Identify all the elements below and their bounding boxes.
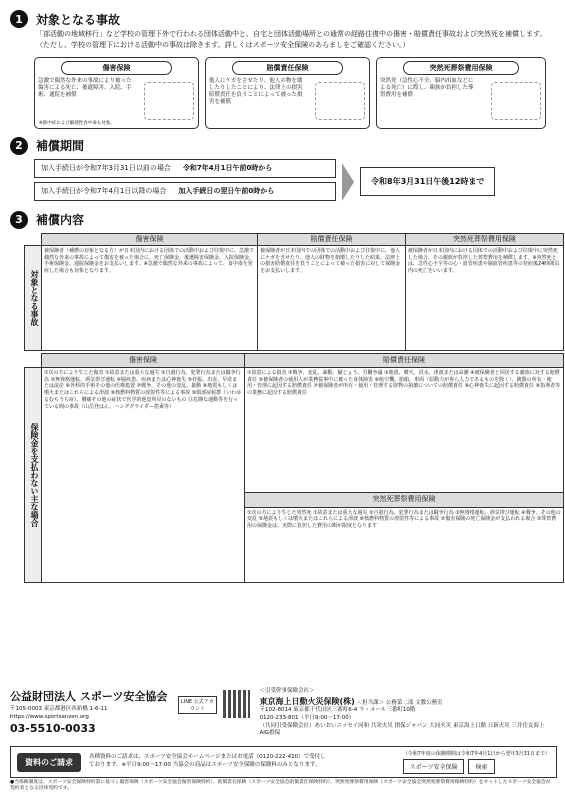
col-liability: 賠償責任保険 — [245, 353, 564, 367]
insurer-heading: ＜引受幹事保険会社＞ — [259, 688, 315, 694]
section-title: 補償期間 — [36, 139, 85, 154]
sudden-death-illustration — [491, 82, 541, 120]
section-title: 補償内容 — [36, 213, 85, 228]
period-row-2 — [34, 182, 336, 201]
col-sudden-death: 突然死葬祭費用保険 — [405, 233, 563, 245]
col-liability: 賠償責任保険 — [258, 233, 406, 245]
period-note: （令和7年度の保険期間は令和7年4月1日から翌年3月31日まで） — [402, 751, 550, 757]
injury-label: 傷害保険 — [61, 61, 173, 75]
section-title: 対象となる事故 — [36, 12, 121, 27]
search-button[interactable]: 検索 — [468, 759, 494, 774]
insurer-dept: ＜担当課＞ 公務第二部 文教公務室 — [356, 699, 443, 706]
liability-excluded: ①故意による損害 ②戦争、変乱、暴動、騒じょう、労働争議 ③地震、噴火、洪水、津波または高潮 ④被保険者と同居する親族に対する賠償責任 ⑤被保険者の使用人が業務従事中に被った身体障害 ⑥航空機、船舶、車両（原動力が専ら人力であるものを除く）、銃器の所有・使用・管理に起因する賠償責任 ⑦被保険者が所有・使用・管理する財物の損壊についての賠償責任 ⑧心神喪失に起因する賠償責任 ⑨指導者等の業務に起因する賠償責任 — [245, 367, 564, 493]
injury-note: ※熱中症および細菌性食中毒も対象。 — [39, 120, 115, 126]
injury-illustration — [144, 82, 194, 120]
sudden-death-label: 突然死葬祭費用保険 — [403, 61, 518, 75]
row-label-covered: 対象となる事故 — [25, 245, 42, 350]
coverage-boxes — [34, 57, 555, 129]
org-name: 公益財団法人 スポーツ安全協会 — [10, 690, 168, 703]
org-address: 〒105-0003 東京都港区西新橋 1-6-11 — [10, 706, 108, 712]
insurer-tel: 0120-233-801（平日9:00～17:00） — [259, 715, 355, 722]
injury-covered: 被保険者（補償の対象となる方）が日本国内における団体での活動中および往復中に、急激で偶然な外来の事故によって傷害を被った場合に、死亡保険金、後遺障害保険金、入院保険金、手術保険金、通院保険金をお支払いします。※急激で偶然な外来の事故によって、食中毒を発症した場合も対象となります。 — [42, 245, 258, 350]
section-1-header — [10, 10, 555, 28]
request-tag: 資料のご請求 — [17, 753, 81, 772]
period-start: 加入手続日の翌日午前0時から — [178, 187, 275, 196]
period-end: 令和8年3月31日午後12時まで — [360, 167, 495, 196]
section-1-text: 「部活動の地域移行」など学校の管理下外で行われる団体活動中と、自宅と団体活動場所との通常の経路往復中の傷害・賠償責任事故および突然死を補償します。 — [36, 30, 547, 38]
period-row-1 — [34, 159, 336, 178]
section-2-header — [10, 137, 555, 155]
injury-text: 急激で偶然な外来の事故により被った傷害による死亡、後遺障害、入院、手術、通院を補償 — [38, 77, 132, 99]
sudden-death-covered: 被保険者が日本国内における団体での活動中および往復中に突然死した場合、その親族が負担した葬祭費用を補償します。※突然死とは、急性心不全等の心・血管疾患や脳血管疾患等の発症後24時間以内の死亡をいいます。 — [405, 245, 563, 350]
section-number: 3 — [10, 211, 28, 229]
insurer-info — [260, 688, 555, 738]
col-injury: 傷害保険 — [42, 353, 245, 367]
section-number: 1 — [10, 10, 28, 28]
exclusion-table — [24, 353, 564, 583]
insurer-name: 東京海上日動火災保険(株) — [259, 696, 355, 706]
col-injury: 傷害保険 — [42, 233, 258, 245]
sudden-death-excluded: ①次の方により生じた突然死 ①故意または重大な過失 ②自殺行為、犯罪行為または闘争行為 ③無資格運転、酒気帯び運転 ④戦争、その他の変乱 ⑤地震もしくは噴火またはこれらによる津波 ⑥核燃料物質の放射性等による事故 ②傷害保険の死亡保険金が支払われる場合 ③葬祭費用の保険金は、実際に負担した費用の額が限度となります — [245, 507, 564, 582]
section-number: 2 — [10, 137, 28, 155]
sudden-death-text: 突然死（急性心不全、脳内出血などによる死亡）に際し、親族が負担した葬祭費用を補償 — [380, 77, 474, 99]
line-label: LINE 公式アカウント — [178, 696, 216, 714]
liability-covered: 被保険者が日本国内での団体での活動中および往復中に、他人にケガをさせたり、他人の財物を損壊したりした結果、法律上の損害賠償責任を負うことによって被った損害に対して保険金をお支払いします。 — [258, 245, 406, 350]
liability-text: 他人にケガをさせたり、他人の物を壊したりしたことにより、法律上の損害賠償責任を負うことによって被った損害を補償 — [209, 77, 303, 106]
insurer-address: 〒102-8014 東京都千代田区三番町6-4 ラ・メール三番町10階 — [259, 707, 416, 714]
section-1-note: （ただし、学校の管理下における活動中の事故は除きます。詳しくはスポーツ安全保険のあらましをご確認ください。） — [36, 41, 410, 50]
org-tel: 03-5510-0033 — [10, 722, 96, 735]
col-sudden-death: 突然死葬祭費用保険 — [245, 493, 564, 507]
liability-illustration — [315, 82, 365, 120]
period-condition: 加入手続日が令和7年4月1日以降の場合 — [41, 187, 167, 196]
period-start: 令和7年4月1日午前0時から — [182, 164, 273, 173]
liability-label: 賠償責任保険 — [232, 61, 344, 75]
co-insurers: （共同引受保険会社）あいおいニッセイ同和 共栄火災 損保ジャパン 大同火災 東京海上日動 日新火災 三井住友海上 AIG損保 — [259, 722, 545, 737]
request-text: 各種資料のご請求は、スポーツ安全協会ホームページまたはお電話（0120-222-410）で受付しております。※平日9:00～17:00 当協会の商品はスポーツ安全保険の保険料のみとなります。 — [89, 754, 326, 768]
liability-box — [205, 57, 370, 129]
qr-code-icon[interactable] — [223, 690, 250, 718]
footer — [10, 688, 555, 738]
row-label-excluded: 保険金を支払わない主な場合 — [25, 367, 42, 582]
arrow-icon — [342, 163, 354, 201]
injury-box — [34, 57, 199, 129]
section-3-header — [10, 211, 555, 229]
coverage-period — [34, 159, 555, 205]
injury-excluded: ①次の方により生じた傷害 ①故意または重大な過失 ②自殺行為、犯罪行為または闘争行為 ③無資格運転、酒気帯び運転 ④脳疾患、疾病または心神喪失 ⑤妊娠、出産、早産または流産 ⑥外科的手術その他の医療処置 ⑦戦争、その他の変乱、暴動 ⑧地震もしくは噴火またはこれらによる津波 ⑨核燃料物質の放射性等による事故 ⑩頸部症候群（いわゆるむちうち症）、腰痛その他の症状で医学的他覚所見のないもの ⑪危険な運動等を行っている間の事故（山岳登はん、ハンググライダー搭乗等） — [42, 367, 245, 582]
footnote: ●当保険制度は、スポーツ安全保険特約書に基づく傷害保険（スポーツ安全協会傷害保険特約）、賠償責任保険（スポーツ安全協会賠償責任保険特約）、突然死葬祭費用保険（スポーツ安全協会突然死葬祭費用保険特約）をセットしたスポーツ安全協会が契約者となる団体契約です。 — [10, 780, 551, 792]
period-condition: 加入手続日が令和7年3月31日以前の場合 — [41, 164, 171, 173]
sudden-death-box — [376, 57, 546, 129]
search-input[interactable]: スポーツ安全保険 — [403, 759, 465, 774]
org-url[interactable]: https://www.sportsanzen.org — [10, 714, 89, 720]
line-account[interactable] — [178, 696, 216, 738]
coverage-table — [24, 233, 564, 351]
request-box — [10, 746, 557, 778]
